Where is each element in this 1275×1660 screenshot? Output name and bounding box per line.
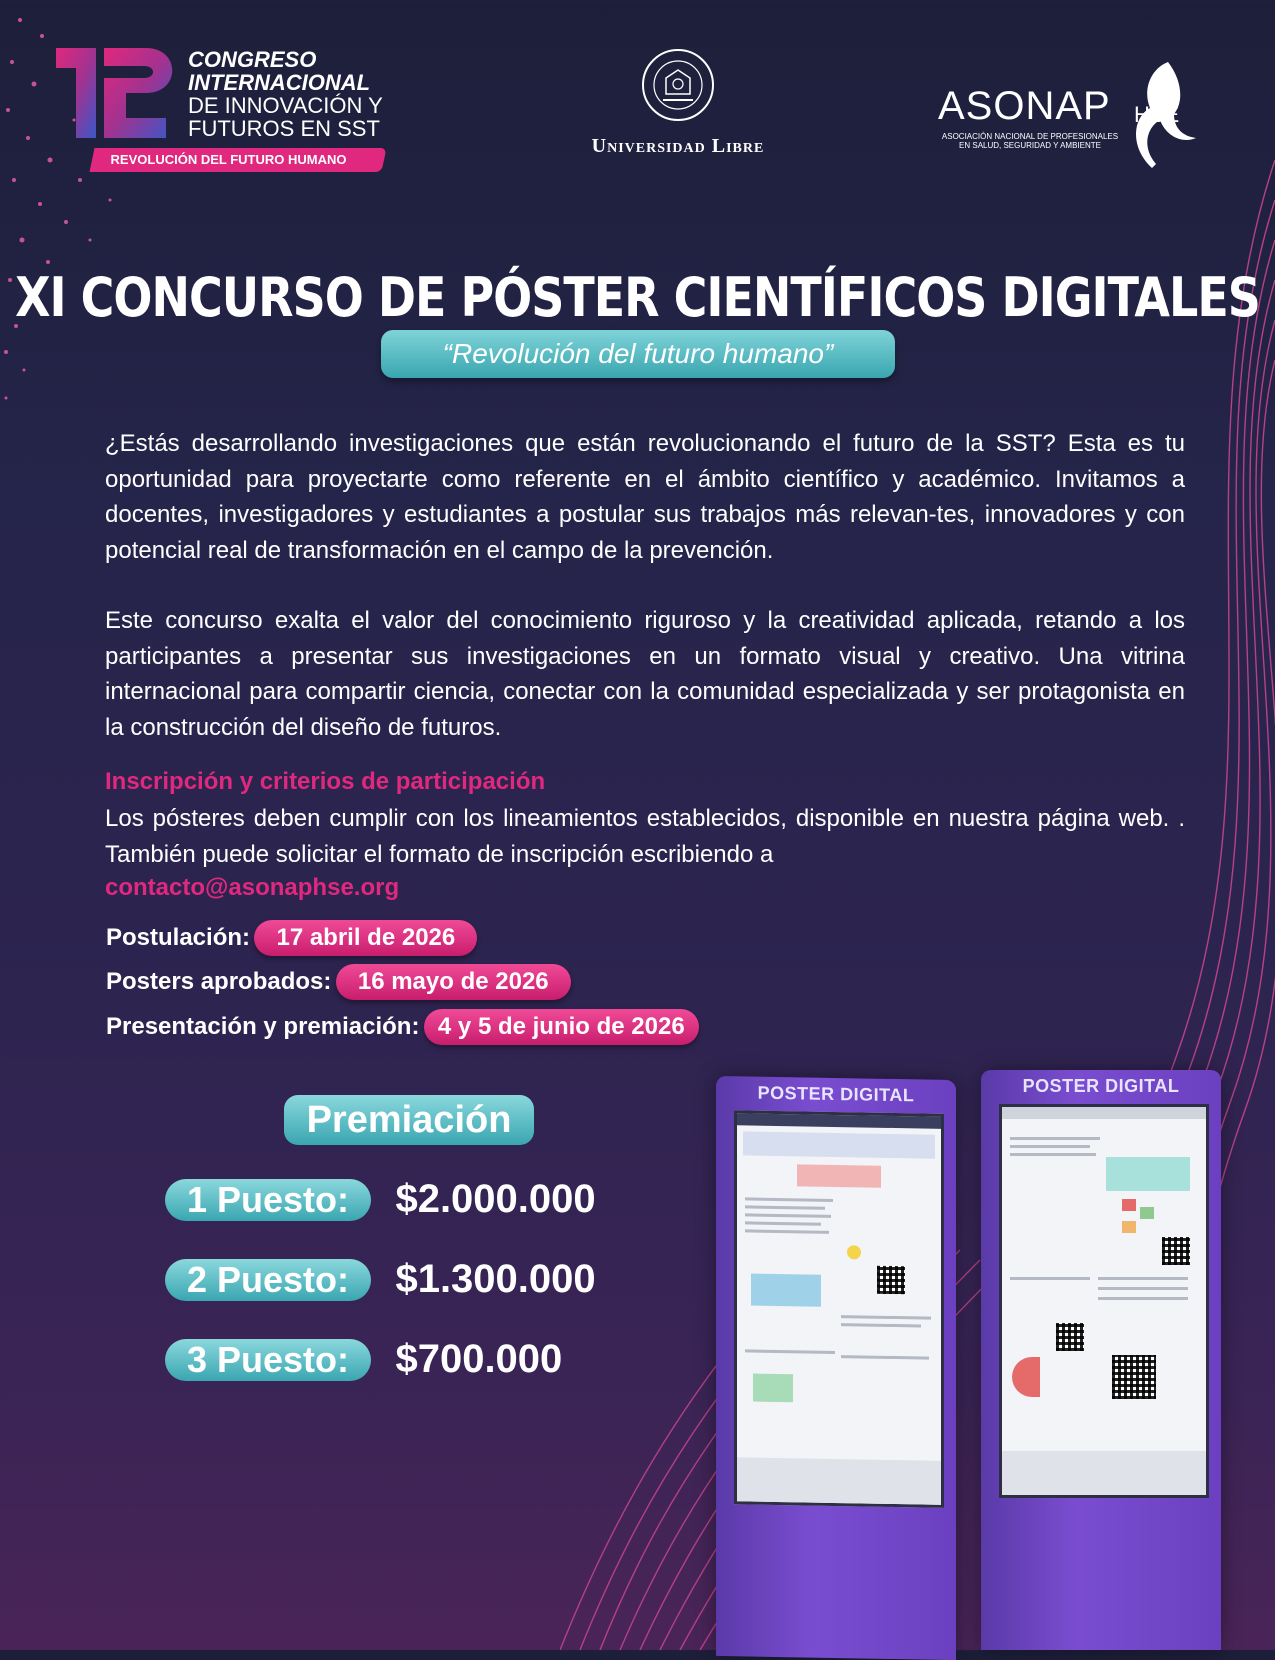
universidad-libre-logo xyxy=(558,48,798,158)
subtitle: “Revolución del futuro humano” xyxy=(442,338,834,369)
prize-row-1 xyxy=(165,1177,596,1227)
prize-row-3 xyxy=(165,1337,562,1387)
congreso-line1: CONGRESO xyxy=(188,47,317,72)
poster-kiosk-1 xyxy=(716,1076,956,1660)
date-row-postulacion xyxy=(106,920,477,956)
prize-amount: $1.300.000 xyxy=(395,1257,596,1301)
kiosk-title: POSTER DIGITAL xyxy=(757,1082,915,1106)
prizes-heading: Premiación xyxy=(284,1095,534,1145)
prize-amount: $2.000.000 xyxy=(395,1177,596,1221)
prize-place: 3 Puesto: xyxy=(165,1339,371,1381)
prize-place: 1 Puesto: xyxy=(165,1179,371,1221)
date-value: 17 abril de 2026 xyxy=(254,920,477,956)
congreso-logo xyxy=(56,46,386,176)
prize-place: 2 Puesto: xyxy=(165,1259,371,1301)
asonap-logo xyxy=(938,58,1208,188)
section-heading: Inscripción y criterios de participación xyxy=(105,768,546,795)
date-label: Posters aprobados: xyxy=(106,968,332,995)
asonap-name: ASONAP xyxy=(938,84,1111,128)
prize-amount: $700.000 xyxy=(395,1337,563,1381)
asonap-subtitle-line2: EN SALUD, SEGURIDAD Y AMBIENTE xyxy=(959,141,1101,150)
requirements-paragraph: Los pósteres deben cumplir con los lineamientos establecidos, disponible en nuestra página web. . También puede solicitar el formato de inscripción escribiendo a xyxy=(105,805,1185,868)
congreso-line2: INTERNACIONAL xyxy=(188,70,371,95)
prize-row-2 xyxy=(165,1257,596,1307)
universidad-name: Universidad Libre xyxy=(591,135,765,157)
universidad-seal-icon xyxy=(641,48,715,122)
asonap-subtitle-line1: ASOCIACIÓN NACIONAL DE PROFESIONALES xyxy=(941,132,1119,141)
description-paragraph: Este concurso exalta el valor del conocimiento riguroso y la creatividad aplicada, retando a los participantes a presentar sus investigaciones en un formato visual y creativo. Una vitrina internacional para compartir ciencia, conectar con la comunidad especializada y ser protagonista en la construcción del diseño de futuros. xyxy=(105,607,1185,741)
congreso-badge-text: REVOLUCIÓN DEL FUTURO HUMANO xyxy=(110,152,347,167)
date-label: Postulación: xyxy=(106,924,251,951)
asonap-subtitle xyxy=(940,132,1120,150)
kiosk-screen xyxy=(999,1104,1209,1498)
intro-paragraph: ¿Estás desarrollando investigaciones que están revolucionando el futuro de la SST? Esta es tu oportunidad para proyectarte como referente en el ámbito científico y académico. Invitamos a docentes, investigadores y estudiantes a postular sus trabajos más relevan-tes, innovadores y con potencial real de transformación en el campo de la prevención. xyxy=(105,430,1185,564)
subtitle-pill xyxy=(381,330,895,378)
congreso-mark-icon xyxy=(56,48,186,138)
page-title: XI CONCURSO DE PÓSTER CIENTÍFICOS DIGITALES xyxy=(15,265,1260,329)
date-row-premiacion xyxy=(106,1009,699,1045)
congreso-line4: FUTUROS EN SST xyxy=(188,116,380,141)
date-value: 4 y 5 de junio de 2026 xyxy=(424,1009,699,1045)
congreso-badge xyxy=(89,148,386,172)
asonap-hse: HSE xyxy=(1134,102,1180,127)
kiosk-screen xyxy=(734,1110,944,1508)
congreso-line3: DE INNOVACIÓN Y xyxy=(188,93,383,118)
date-value: 16 mayo de 2026 xyxy=(336,964,571,1000)
poster-kiosk-2 xyxy=(981,1070,1221,1650)
date-label: Presentación y premiación: xyxy=(106,1013,420,1040)
contact-email-link[interactable]: contacto@asonaphse.org xyxy=(105,874,400,901)
kiosk-title: POSTER DIGITAL xyxy=(1022,1076,1180,1096)
date-row-aprobados xyxy=(106,964,571,1000)
